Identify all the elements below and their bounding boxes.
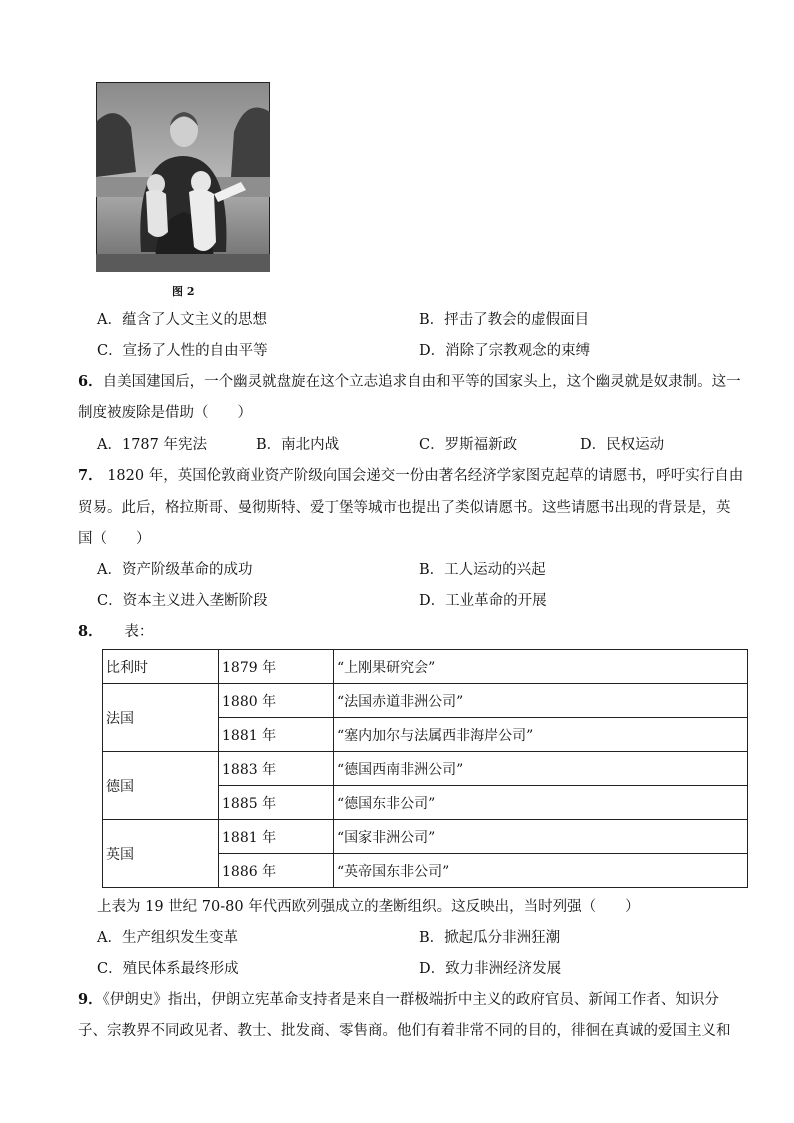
question-9-number: 9． [78, 991, 103, 1008]
table-cell-year: 1886 年 [219, 854, 334, 888]
q6-option-a: A．1787 年宪法 [97, 437, 207, 453]
monopoly-table [102, 649, 748, 888]
table-cell-year: 1880 年 [219, 684, 334, 718]
table-cell-org: “上刚果研究会” [334, 650, 748, 684]
table-cell-org: “塞内加尔与法属西非海岸公司” [334, 718, 748, 752]
figure-painting [96, 82, 270, 272]
question-9-text-1: 《伊朗史》指出，伊朗立宪革命支持者是来自一群极端折中主义的政府官员、新闻工作者、知识分 [102, 992, 719, 1008]
question-7-text-1: 1820 年，英国伦敦商业资产阶级向国会递交一份由著名经济学家图克起草的请愿书，呼吁实行自由 [102, 468, 744, 484]
q5-option-a: A．蕴含了人文主义的思想 [97, 312, 267, 328]
q8-option-c: C．殖民体系最终形成 [97, 961, 239, 977]
question-7-line-3: 国（ ） [78, 531, 151, 547]
q6-option-c: C．罗斯福新政 [419, 437, 518, 453]
question-8-stem: 上表为 19 世纪 70-80 年代西欧列强成立的垄断组织。这反映出，当时列强（ ） [97, 899, 640, 915]
q7-option-d: D．工业革命的开展 [419, 593, 547, 609]
question-9-line-1 [78, 990, 719, 1010]
question-6-text-1: 自美国建国后，一个幽灵就盘旋在这个立志追求自由和平等的国家头上，这个幽灵就是奴隶制。这一 [102, 374, 741, 390]
question-8-number: 8． [78, 623, 96, 640]
table-cell-country: 比利时 [103, 650, 219, 684]
table-cell-org: “德国西南非洲公司” [334, 752, 748, 786]
q8-option-b: B．掀起瓜分非洲狂潮 [419, 930, 561, 946]
table-row [103, 650, 748, 684]
q8-option-a: A．生产组织发生变革 [97, 930, 238, 946]
question-6-number: 6． [78, 373, 103, 390]
q7-option-a: A．资产阶级革命的成功 [97, 562, 253, 578]
table-cell-year: 1881 年 [219, 820, 334, 854]
table-cell-year: 1881 年 [219, 718, 334, 752]
figure-caption: 图 2 [172, 285, 195, 298]
table-row [103, 684, 748, 718]
q5-option-d: D．消除了宗教观念的束缚 [419, 343, 591, 359]
q7-option-b: B．工人运动的兴起 [419, 562, 546, 578]
question-7-line-1 [78, 466, 743, 486]
question-9-line-2: 子、宗教界不同政见者、教士、批发商、零售商。他们有着非常不同的目的，徘徊在真诚的爱国主义和 [78, 1023, 731, 1039]
table-cell-org: “法国赤道非洲公司” [334, 684, 748, 718]
table-cell-country: 德国 [103, 752, 219, 820]
q7-option-c: C．资本主义进入垄断阶段 [97, 593, 268, 609]
question-8-intro: 表： [95, 624, 154, 640]
question-8-line-1 [78, 622, 153, 642]
table-cell-year: 1883 年 [219, 752, 334, 786]
question-7-number: 7． [78, 467, 103, 484]
question-6-line-1 [78, 372, 741, 392]
table-cell-org: “国家非洲公司” [334, 820, 748, 854]
table-cell-country: 英国 [103, 820, 219, 888]
painting-image [96, 82, 270, 272]
table-cell-year: 1885 年 [219, 786, 334, 820]
table-cell-org: “德国东非公司” [334, 786, 748, 820]
q5-option-c: C．宣扬了人性的自由平等 [97, 343, 268, 359]
table-cell-org: “英帝国东非公司” [334, 854, 748, 888]
table-cell-country: 法国 [103, 684, 219, 752]
q8-option-d: D．致力非洲经济发展 [419, 961, 562, 977]
q6-option-b: B．南北内战 [256, 437, 340, 453]
table-row [103, 820, 748, 854]
table-row [103, 752, 748, 786]
question-6-line-2: 制度被废除是借助（ ） [78, 405, 252, 421]
table-cell-year: 1879 年 [219, 650, 334, 684]
q5-option-b: B．抨击了教会的虚假面目 [419, 312, 590, 328]
question-7-line-2: 贸易。此后，格拉斯哥、曼彻斯特、爱丁堡等城市也提出了类似请愿书。这些请愿书出现的背景是，英 [78, 500, 731, 516]
q6-option-d: D．民权运动 [580, 437, 665, 453]
